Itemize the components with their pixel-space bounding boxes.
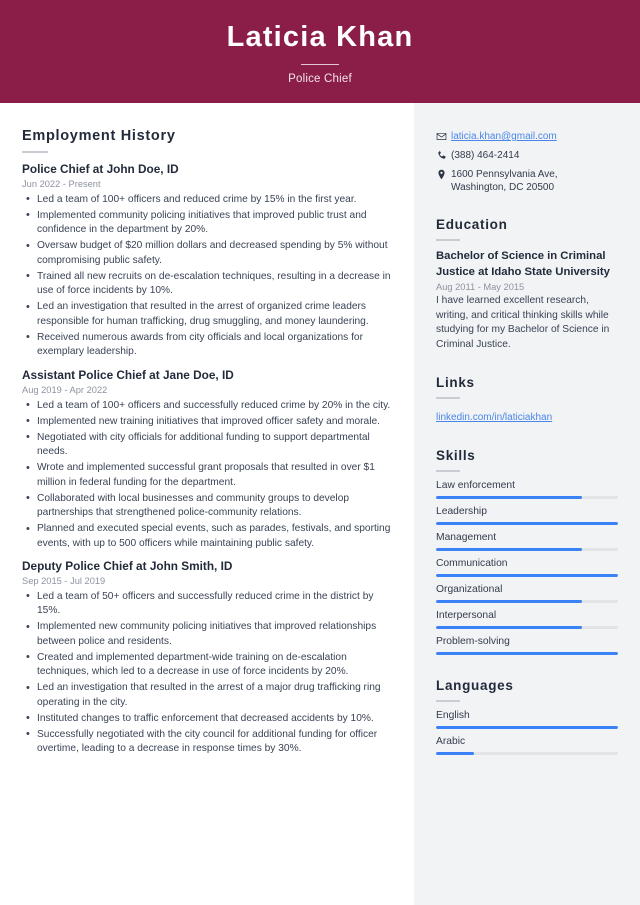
language-label: English xyxy=(436,710,470,722)
languages-list xyxy=(436,710,618,755)
phone-number: (388) 464-2414 xyxy=(451,149,520,161)
employment-entry-bullets xyxy=(22,193,392,360)
skill-level-bar xyxy=(436,600,618,603)
skill-item xyxy=(436,558,618,577)
languages-heading-divider xyxy=(436,700,460,702)
employment-entry-title: Assistant Police Chief at Jane Doe, ID xyxy=(22,367,234,382)
bullet-item: • Implemented new community policing initiatives that improved relationships between police and residents. xyxy=(22,620,392,649)
bullet-item: • Led a team of 100+ officers and reduced crime by 15% in the first year. xyxy=(22,193,392,207)
skill-label: Interpersonal xyxy=(436,610,497,622)
employment-entry-dates: Aug 2019 - Apr 2022 xyxy=(22,384,108,395)
candidate-job-title: Police Chief xyxy=(288,73,352,86)
education-heading-divider xyxy=(436,239,460,241)
main-column xyxy=(0,103,414,905)
phone-icon xyxy=(436,149,451,161)
bullet-item: • Led an investigation that resulted in the arrest of a major drug trafficking ring operating in the city. xyxy=(22,681,392,710)
bullet-item: • Negotiated with city officials for additional funding to support departmental needs. xyxy=(22,431,392,460)
resume-body xyxy=(0,103,640,905)
skill-item xyxy=(436,584,618,603)
employment-entry-dates: Jun 2022 - Present xyxy=(22,178,101,189)
address-line-1: 1600 Pennsylvania Ave, xyxy=(451,168,558,180)
sidebar-column xyxy=(414,103,640,905)
skill-level-fill xyxy=(436,626,582,629)
skill-item xyxy=(436,532,618,551)
header-divider xyxy=(301,64,339,65)
skill-label: Law enforcement xyxy=(436,480,515,492)
bullet-item: • Trained all new recruits on de-escalation techniques, resulting in a decrease in use of force incidents by 10%. xyxy=(22,270,392,299)
skill-level-fill xyxy=(436,574,618,577)
links-heading: Links xyxy=(436,375,475,391)
skill-item xyxy=(436,480,618,499)
education-description: I have learned excellent research, writing, and critical thinking skills while studying for my Bachelor of Science in Criminal Justice. xyxy=(436,295,610,350)
employment-history-heading: Employment History xyxy=(22,128,176,144)
bullet-item: • Successfully negotiated with the city council for additional funding for officer overtime, leading to a decrease in response times by 30%. xyxy=(22,728,392,757)
address-line-2: Washington, DC 20500 xyxy=(451,182,555,194)
employment-entry-title: Police Chief at John Doe, ID xyxy=(22,162,179,176)
bullet-item: • Led an investigation that resulted in the arrest of organized crime leaders responsible for human trafficking, drug smuggling, and money laundering. xyxy=(22,300,392,329)
links-section xyxy=(436,375,618,425)
skill-level-fill xyxy=(436,600,582,603)
skill-item xyxy=(436,610,618,629)
education-dates: Aug 2011 - May 2015 xyxy=(436,282,525,293)
skills-section xyxy=(436,448,618,655)
links-list xyxy=(436,407,618,425)
language-level-fill xyxy=(436,752,474,755)
employment-entry-bullets xyxy=(22,590,392,757)
employment-entry xyxy=(22,368,392,551)
language-item xyxy=(436,736,618,755)
bullet-item: • Created and implemented department-wide training on de-escalation techniques, which led to a decrease in use of force incidents by 20%. xyxy=(22,651,392,680)
bullet-item: • Oversaw budget of $20 million dollars and decreased spending by 5% without compromising public safety. xyxy=(22,239,392,268)
employment-heading-divider xyxy=(22,151,48,153)
skill-level-fill xyxy=(436,496,582,499)
address xyxy=(451,168,558,196)
language-level-bar xyxy=(436,752,618,755)
links-heading-divider xyxy=(436,397,460,399)
skill-level-fill xyxy=(436,522,618,525)
profile-link[interactable]: linkedin.com/in/laticiakhan xyxy=(436,412,553,424)
employment-list xyxy=(22,162,392,757)
skill-level-bar xyxy=(436,548,618,551)
envelope-icon xyxy=(436,130,451,142)
language-level-bar xyxy=(436,726,618,729)
skill-level-bar xyxy=(436,574,618,577)
bullet-item: • Collaborated with local businesses and community groups to develop partnerships that strengthened police-community relations. xyxy=(22,492,392,521)
resume-header xyxy=(0,0,640,103)
skill-level-bar xyxy=(436,522,618,525)
employment-entry xyxy=(22,559,392,757)
bullet-item: • Planned and executed special events, such as parades, festivals, and sporting events, with up to 500 officers while maintaining public safety. xyxy=(22,522,392,551)
skill-item xyxy=(436,506,618,525)
skills-heading: Skills xyxy=(436,448,476,464)
skill-label: Communication xyxy=(436,558,508,570)
contact-address-row xyxy=(436,168,618,196)
languages-section xyxy=(436,678,618,755)
bullet-item: • Received numerous awards from city officials and local organizations for exemplary leadership. xyxy=(22,331,392,360)
bullet-item: • Instituted changes to traffic enforcement that decreased accidents by 10%. xyxy=(22,712,392,726)
education-section xyxy=(436,217,618,352)
skill-level-fill xyxy=(436,548,582,551)
language-label: Arabic xyxy=(436,736,466,748)
bullet-item: • Led a team of 50+ officers and successfully reduced crime in the district by 15%. xyxy=(22,590,392,619)
skills-list xyxy=(436,480,618,655)
skill-level-bar xyxy=(436,626,618,629)
bullet-item: • Implemented new training initiatives that improved officer safety and morale. xyxy=(22,415,392,429)
candidate-name: Laticia Khan xyxy=(226,20,414,53)
languages-heading: Languages xyxy=(436,678,514,694)
bullet-item: • Implemented community policing initiatives that improved public trust and confidence in the department by 20%. xyxy=(22,209,392,238)
employment-entry-bullets xyxy=(22,399,392,551)
bullet-item: • Wrote and implemented successful grant proposals that resulted in over $1 million in federal funding for the department. xyxy=(22,461,392,490)
email-link[interactable]: laticia.khan@gmail.com xyxy=(451,131,557,142)
language-item xyxy=(436,710,618,729)
education-degree: Bachelor of Science in Criminal Justice at Idaho State University xyxy=(436,250,610,278)
skill-label: Management xyxy=(436,532,497,544)
skills-heading-divider xyxy=(436,470,460,472)
contact-email-row[interactable] xyxy=(436,130,618,144)
skill-label: Leadership xyxy=(436,506,487,518)
contact-phone-row xyxy=(436,149,618,163)
employment-entry xyxy=(22,162,392,360)
language-level-fill xyxy=(436,726,618,729)
skill-label: Problem-solving xyxy=(436,636,510,648)
skill-level-bar xyxy=(436,652,618,655)
contact-details xyxy=(436,130,618,195)
employment-entry-title: Deputy Police Chief at John Smith, ID xyxy=(22,559,233,574)
employment-entry-dates: Sep 2015 - Jul 2019 xyxy=(22,575,106,586)
skill-level-bar xyxy=(436,496,618,499)
skill-level-fill xyxy=(436,652,618,655)
skill-label: Organizational xyxy=(436,584,503,596)
location-pin-icon xyxy=(436,168,451,180)
education-heading: Education xyxy=(436,217,508,233)
skill-item xyxy=(436,636,618,655)
bullet-item: • Led a team of 100+ officers and successfully reduced crime by 20% in the city. xyxy=(22,399,392,413)
